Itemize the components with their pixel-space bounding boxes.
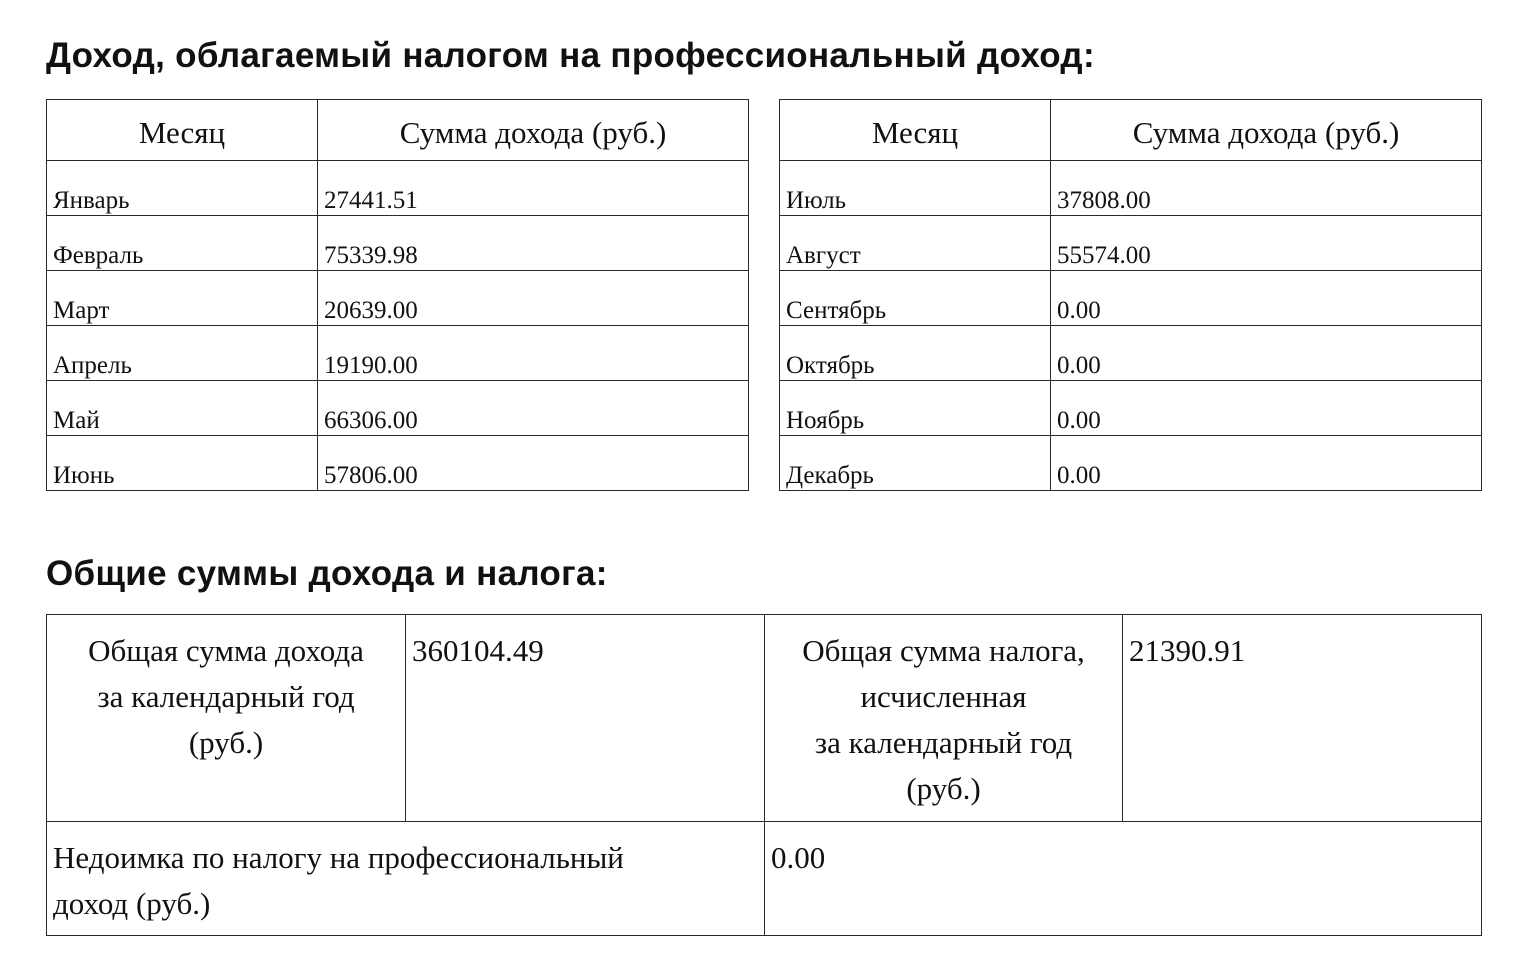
label-line: (руб.) bbox=[906, 771, 981, 806]
amount-cell: 75339.98 bbox=[318, 216, 749, 271]
monthly-income-heading: Доход, облагаемый налогом на профессиональный доход: bbox=[46, 36, 1095, 75]
amount-cell: 0.00 bbox=[1051, 326, 1482, 381]
amount-cell: 66306.00 bbox=[318, 381, 749, 436]
month-cell: Февраль bbox=[47, 216, 318, 271]
amount-cell: 0.00 bbox=[1051, 271, 1482, 326]
month-cell: Март bbox=[47, 271, 318, 326]
month-cell: Июль bbox=[780, 161, 1051, 216]
amount-cell: 37808.00 bbox=[1051, 161, 1482, 216]
month-cell: Октябрь bbox=[780, 326, 1051, 381]
table-row bbox=[780, 271, 1482, 326]
month-cell: Декабрь bbox=[780, 436, 1051, 491]
label-line: за календарный год bbox=[814, 725, 1073, 760]
totals-row bbox=[47, 615, 1482, 822]
column-header-month: Месяц bbox=[47, 100, 318, 161]
month-cell: Май bbox=[47, 381, 318, 436]
table-row bbox=[47, 216, 749, 271]
column-header-amount: Сумма дохода (руб.) bbox=[1051, 100, 1482, 161]
month-cell: Апрель bbox=[47, 326, 318, 381]
total-income-value: 360104.49 bbox=[406, 615, 765, 822]
amount-cell: 19190.00 bbox=[318, 326, 749, 381]
label-line: (руб.) bbox=[188, 725, 264, 760]
table-row bbox=[47, 381, 749, 436]
table-row bbox=[780, 216, 1482, 271]
label-line: Общая сумма налога, bbox=[802, 633, 1085, 668]
table-row bbox=[780, 326, 1482, 381]
totals-table bbox=[46, 614, 1482, 936]
table-row bbox=[47, 271, 749, 326]
table-row bbox=[780, 381, 1482, 436]
table-row bbox=[47, 436, 749, 491]
monthly-income-table-h1 bbox=[46, 99, 749, 491]
total-income-label bbox=[47, 615, 406, 822]
total-tax-label bbox=[765, 615, 1123, 822]
month-cell: Ноябрь bbox=[780, 381, 1051, 436]
label-line: доход (руб.) bbox=[53, 886, 211, 921]
table-row bbox=[780, 161, 1482, 216]
month-cell: Сентябрь bbox=[780, 271, 1051, 326]
amount-cell: 0.00 bbox=[1051, 436, 1482, 491]
table-row bbox=[47, 161, 749, 216]
month-cell: Январь bbox=[47, 161, 318, 216]
table-row bbox=[47, 326, 749, 381]
totals-heading: Общие суммы дохода и налога: bbox=[46, 554, 608, 593]
table-row bbox=[780, 436, 1482, 491]
arrears-row bbox=[47, 822, 1482, 936]
amount-cell: 0.00 bbox=[1051, 381, 1482, 436]
month-cell: Июнь bbox=[47, 436, 318, 491]
table-header-row bbox=[47, 100, 749, 161]
label-line: за календарный год bbox=[97, 679, 355, 714]
column-header-amount: Сумма дохода (руб.) bbox=[318, 100, 749, 161]
amount-cell: 55574.00 bbox=[1051, 216, 1482, 271]
amount-cell: 20639.00 bbox=[318, 271, 749, 326]
table-header-row bbox=[780, 100, 1482, 161]
monthly-income-table-h2 bbox=[779, 99, 1482, 491]
amount-cell: 27441.51 bbox=[318, 161, 749, 216]
tax-arrears-label bbox=[47, 822, 765, 936]
label-line: Недоимка по налогу на профессиональный bbox=[53, 840, 624, 875]
month-cell: Август bbox=[780, 216, 1051, 271]
tax-arrears-value: 0.00 bbox=[765, 822, 1482, 936]
column-header-month: Месяц bbox=[780, 100, 1051, 161]
amount-cell: 57806.00 bbox=[318, 436, 749, 491]
total-tax-value: 21390.91 bbox=[1123, 615, 1482, 822]
label-line: Общая сумма дохода bbox=[88, 633, 364, 668]
label-line: исчисленная bbox=[860, 679, 1027, 714]
